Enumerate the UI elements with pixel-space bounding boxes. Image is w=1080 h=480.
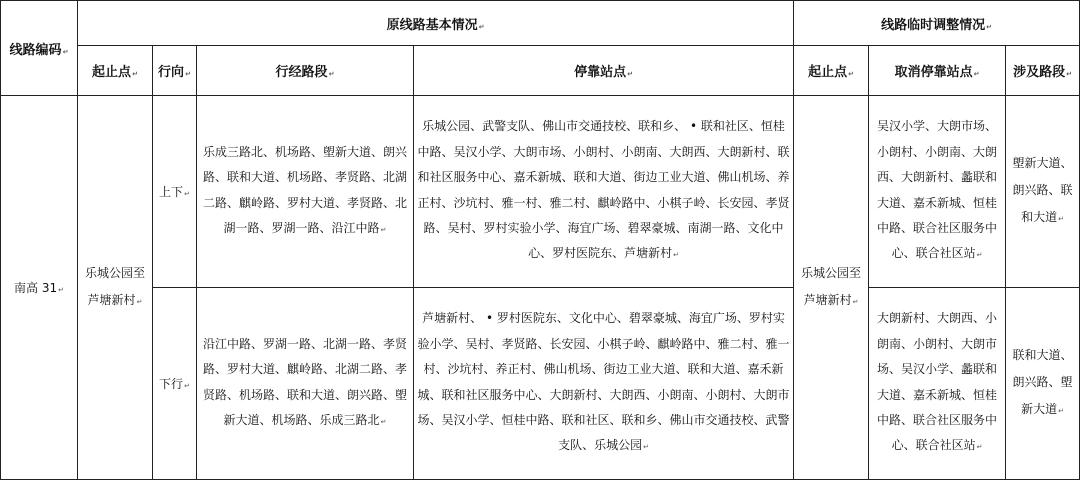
- stops-cell: 乐城公园、武警支队、佛山市交通技校、联和乡、 • 联和社区、恒桂中路、吴汉小学、大朗市场、小朗村、小朗南、大朗西、大朗新村、联和社区服务中心、嘉禾新城、联和大道、街边工业大道、佛山机场、养正村、沙坑村、雅一村、雅二村、麒岭路中、小棋子岭、长安园、孝贤路、吴村、罗村实验小学、海宜广场、碧翠豪城、南湖一路、文化中心、罗村医院东、芦塘新村↵: [414, 96, 794, 288]
- terminals-header: 起止点↵: [78, 46, 153, 96]
- cancelled-stops-header: 取消停靠站点↵: [869, 46, 1006, 96]
- route-segments-header: 行经路段↵: [197, 46, 414, 96]
- table-row: [1, 288, 1080, 480]
- stops-cell: 芦塘新村、 • 罗村医院东、文化中心、碧翠豪城、海宜广场、罗村实验小学、吴村、孝贤路、长安园、小棋子岭、麒岭路中、雅二村、雅一村、沙坑村、养正村、佛山机场、街边工业大道、联和大道、嘉禾新城、联和社区服务中心、大朗新村、大朗西、小朗南、小朗村、大朗市场、吴汉小学、恒桂中路、联和社区、联和乡、佛山市交通技校、武警支队、乐城公园↵: [414, 288, 794, 480]
- paragraph-mark-icon: ↵: [976, 251, 983, 260]
- paragraph-mark-icon: ↵: [976, 443, 983, 452]
- paragraph-mark-icon: ↵: [380, 225, 387, 234]
- adj-terminals-cell: 乐城公园至芦塘新村↵: [794, 96, 869, 480]
- paragraph-mark-icon: ↵: [328, 70, 335, 78]
- cancelled-stops-cell: 吴汉小学、大朗市场、小朗村、小朗南、大朗西、大朗新村、蠡联和大道、嘉禾新城、恒桂中路、联合社区服务中心、联合社区站↵: [869, 96, 1006, 288]
- route-segments-cell: 乐成三路北、机场路、塱新大道、朗兴路、联和大道、机场路、孝贤路、北湖二路、麒岭路、罗村大道、孝贤路、北湖一路、罗湖一路、沿江中路↵: [197, 96, 414, 288]
- terminals-cell: 乐城公园至芦塘新村↵: [78, 96, 153, 480]
- paragraph-mark-icon: ↵: [380, 417, 387, 426]
- direction-cell: 上下↵: [153, 96, 197, 288]
- header-row-1: [1, 1, 1080, 46]
- table-row: [1, 96, 1080, 288]
- paragraph-mark-icon: ↵: [986, 22, 992, 31]
- paragraph-mark-icon: ↵: [136, 297, 143, 306]
- paragraph-mark-icon: ↵: [627, 70, 633, 78]
- cancelled-stops-cell: 大朗新村、大朗西、小朗南、小朗村、大朗市场、吴汉小学、蠡联和大道、嘉禾新城、恒桂中路、联合社区服务中心、联合社区站↵: [869, 288, 1006, 480]
- adj-terminals-header: 起止点↵: [794, 46, 869, 96]
- paragraph-mark-icon: ↵: [58, 286, 64, 294]
- paragraph-mark-icon: ↵: [848, 70, 854, 78]
- adjust-group-header: 线路临时调整情况↵: [794, 1, 1080, 46]
- paragraph-mark-icon: ↵: [643, 443, 649, 452]
- original-group-header: 原线路基本情况↵: [78, 1, 794, 46]
- paragraph-mark-icon: ↵: [673, 251, 679, 260]
- affected-segments-header: 涉及路段↵: [1006, 46, 1080, 96]
- paragraph-mark-icon: ↵: [185, 70, 191, 78]
- stops-header: 停靠站点↵: [414, 46, 794, 96]
- route-code-cell: 南高 31↵: [1, 96, 78, 480]
- route-code-header: 线路编码↵: [1, 1, 78, 96]
- affected-segments-cell: 塱新大道、朗兴路、联和大道↵: [1006, 96, 1080, 288]
- paragraph-mark-icon: ↵: [62, 47, 69, 56]
- paragraph-mark-icon: ↵: [1058, 407, 1064, 415]
- paragraph-mark-icon: ↵: [184, 382, 190, 390]
- route-segments-cell: 沿江中路、罗湖一路、北湖一路、孝贤路、罗村大道、麒岭路、北湖二路、孝贤路、机场路、联和大道、朗兴路、塱新大道、机场路、乐成三路北↵: [197, 288, 414, 480]
- paragraph-mark-icon: ↵: [478, 22, 485, 31]
- paragraph-mark-icon: ↵: [852, 297, 859, 306]
- paragraph-mark-icon: ↵: [1066, 70, 1072, 78]
- paragraph-mark-icon: ↵: [973, 70, 980, 78]
- affected-segments-cell: 联和大道、朗兴路、塱新大道↵: [1006, 288, 1080, 480]
- header-row-2: [1, 46, 1080, 96]
- paragraph-mark-icon: ↵: [132, 70, 138, 78]
- direction-header: 行向↵: [153, 46, 197, 96]
- direction-cell: 下行↵: [153, 288, 197, 480]
- paragraph-mark-icon: ↵: [184, 190, 190, 198]
- paragraph-mark-icon: ↵: [1058, 215, 1064, 223]
